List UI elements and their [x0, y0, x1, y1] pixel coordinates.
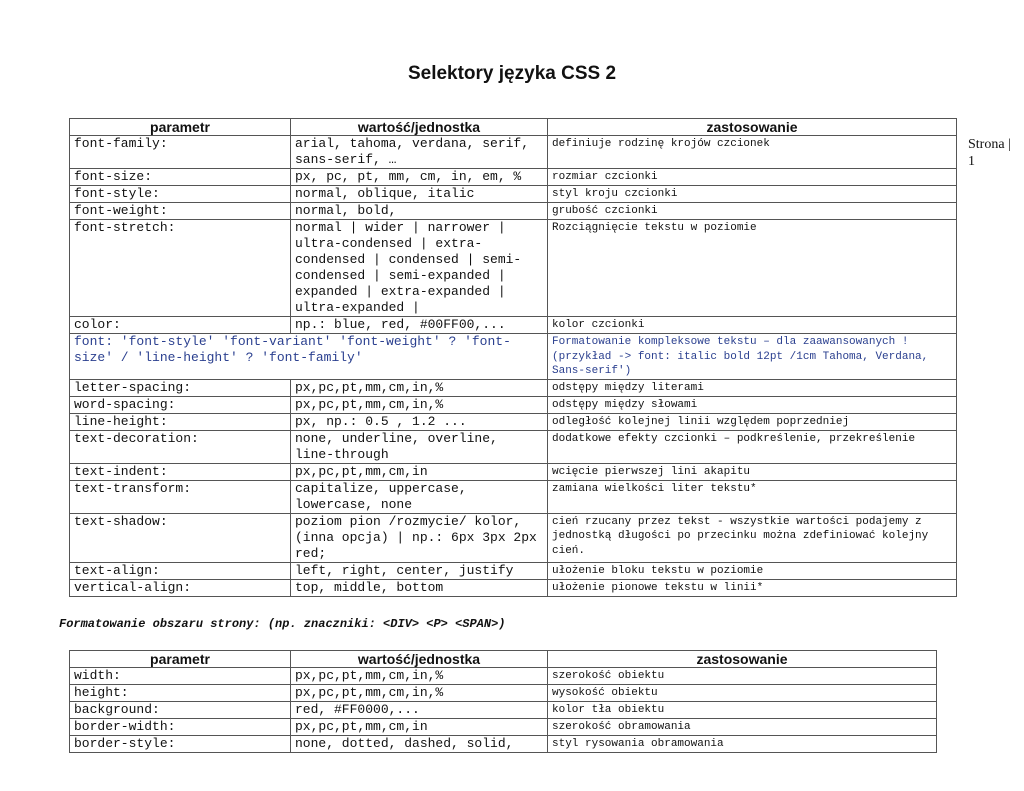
value-cell: px, pc, pt, mm, cm, in, em, %: [291, 169, 548, 186]
header-wartosc: wartość/jednostka: [291, 119, 548, 136]
table-row: [70, 685, 937, 702]
value-cell: np.: blue, red, #00FF00,...: [291, 317, 548, 334]
usage-cell: kolor czcionki: [548, 317, 957, 334]
usage-cell: zamiana wielkości liter tekstu*: [548, 480, 957, 513]
table-header-row: [70, 651, 937, 668]
table-row: [70, 317, 957, 334]
usage-cell: styl kroju czcionki: [548, 186, 957, 203]
usage-cell: Formatowanie kompleksowe tekstu – dla zaawansowanych ! (przykład -> font: italic bold 12pt /1cm Tahoma, Verdana, Sans-serif'): [548, 334, 957, 380]
value-cell: top, middle, bottom: [291, 579, 548, 596]
header-wartosc: wartość/jednostka: [291, 651, 548, 668]
page-title: Selektory języka CSS 2: [407, 63, 617, 84]
param-cell: font-style:: [70, 186, 291, 203]
usage-cell: szerokość obiektu: [548, 668, 937, 685]
header-parametr: parametr: [70, 651, 291, 668]
value-cell: red, #FF0000,...: [291, 702, 548, 719]
table-row: [70, 379, 957, 396]
param-cell: font-stretch:: [70, 220, 291, 317]
param-cell: letter-spacing:: [70, 379, 291, 396]
param-cell: background:: [70, 702, 291, 719]
table-row: [70, 413, 957, 430]
page-label: Strona |: [968, 137, 1011, 152]
usage-cell: odstępy między słowami: [548, 396, 957, 413]
table-row: [70, 719, 937, 736]
value-cell: none, dotted, dashed, solid,: [291, 736, 548, 753]
param-cell: width:: [70, 668, 291, 685]
value-cell: none, underline, overline, line-through: [291, 430, 548, 463]
table-row: [70, 562, 957, 579]
param-cell: border-style:: [70, 736, 291, 753]
header-zastosowanie: zastosowanie: [548, 651, 937, 668]
table-row: [70, 463, 957, 480]
param-cell: vertical-align:: [70, 579, 291, 596]
usage-cell: odstępy między literami: [548, 379, 957, 396]
param-cell: text-decoration:: [70, 430, 291, 463]
table-row: [70, 480, 957, 513]
value-cell: capitalize, uppercase, lowercase, none: [291, 480, 548, 513]
header-parametr: parametr: [70, 119, 291, 136]
usage-cell: dodatkowe efekty czcionki – podkreślenie, przekreślenie: [548, 430, 957, 463]
header-zastosowanie: zastosowanie: [548, 119, 957, 136]
usage-cell: rozmiar czcionki: [548, 169, 957, 186]
value-cell: px,pc,pt,mm,cm,in,%: [291, 379, 548, 396]
value-cell: arial, tahoma, verdana, serif, sans-serif, …: [291, 136, 548, 169]
section-heading: Formatowanie obszaru strony: (np. znaczniki: <DIV> <P> <SPAN>): [59, 617, 506, 631]
param-cell: word-spacing:: [70, 396, 291, 413]
table-row: [70, 430, 957, 463]
usage-cell: ułożenie bloku tekstu w poziomie: [548, 562, 957, 579]
usage-cell: odległość kolejnej linii względem poprzedniej: [548, 413, 957, 430]
table-row: [70, 579, 957, 596]
value-cell: px, np.: 0.5 , 1.2 ...: [291, 413, 548, 430]
param-cell: font-family:: [70, 136, 291, 169]
usage-cell: styl rysowania obramowania: [548, 736, 937, 753]
table-row: [70, 186, 957, 203]
param-cell: font-weight:: [70, 203, 291, 220]
param-cell: font-size:: [70, 169, 291, 186]
value-cell: px,pc,pt,mm,cm,in,%: [291, 668, 548, 685]
param-cell: text-align:: [70, 562, 291, 579]
table-row: [70, 702, 937, 719]
table-row: [70, 736, 937, 753]
usage-cell: Rozciągnięcie tekstu w poziomie: [548, 220, 957, 317]
param-cell: text-shadow:: [70, 513, 291, 562]
table-row: [70, 169, 957, 186]
table-row: [70, 668, 937, 685]
value-cell: left, right, center, justify: [291, 562, 548, 579]
table-row: [70, 203, 957, 220]
box-properties-table: [69, 650, 937, 753]
value-cell: px,pc,pt,mm,cm,in: [291, 719, 548, 736]
table-row: [70, 136, 957, 169]
page-number: 1: [968, 154, 975, 169]
param-cell: text-indent:: [70, 463, 291, 480]
usage-cell: grubość czcionki: [548, 203, 957, 220]
usage-cell: szerokość obramowania: [548, 719, 937, 736]
value-cell: poziom pion /rozmycie/ kolor, (inna opcja) | np.: 6px 3px 2px red;: [291, 513, 548, 562]
param-cell: color:: [70, 317, 291, 334]
table-row: [70, 396, 957, 413]
usage-cell: wysokość obiektu: [548, 685, 937, 702]
value-cell: px,pc,pt,mm,cm,in,%: [291, 685, 548, 702]
usage-cell: ułożenie pionowe tekstu w linii*: [548, 579, 957, 596]
param-cell: height:: [70, 685, 291, 702]
usage-cell: wcięcie pierwszej lini akapitu: [548, 463, 957, 480]
table-row: [70, 220, 957, 317]
usage-cell: kolor tła obiektu: [548, 702, 937, 719]
param-cell: text-transform:: [70, 480, 291, 513]
page-number-label: [968, 136, 1024, 170]
usage-cell: definiuje rodzinę krojów czcionek: [548, 136, 957, 169]
font-properties-table: [69, 118, 957, 597]
table-row: [70, 334, 957, 380]
value-cell: normal | wider | narrower | ultra-condensed | extra-condensed | condensed | semi-condensed | semi-expanded | expanded | extra-expanded | ultra-expanded |: [291, 220, 548, 317]
usage-cell: cień rzucany przez tekst - wszystkie wartości podajemy z jednostką długości po przecinku można zdefiniować kolejny cień.: [548, 513, 957, 562]
value-cell: normal, oblique, italic: [291, 186, 548, 203]
value-cell: px,pc,pt,mm,cm,in: [291, 463, 548, 480]
value-cell: normal, bold,: [291, 203, 548, 220]
value-cell: px,pc,pt,mm,cm,in,%: [291, 396, 548, 413]
table-header-row: [70, 119, 957, 136]
font-shorthand-cell: font: 'font-style' 'font-variant' 'font-weight' ? 'font-size' / 'line-height' ? 'font-family': [70, 334, 548, 380]
table-row: [70, 513, 957, 562]
param-cell: border-width:: [70, 719, 291, 736]
param-cell: line-height:: [70, 413, 291, 430]
